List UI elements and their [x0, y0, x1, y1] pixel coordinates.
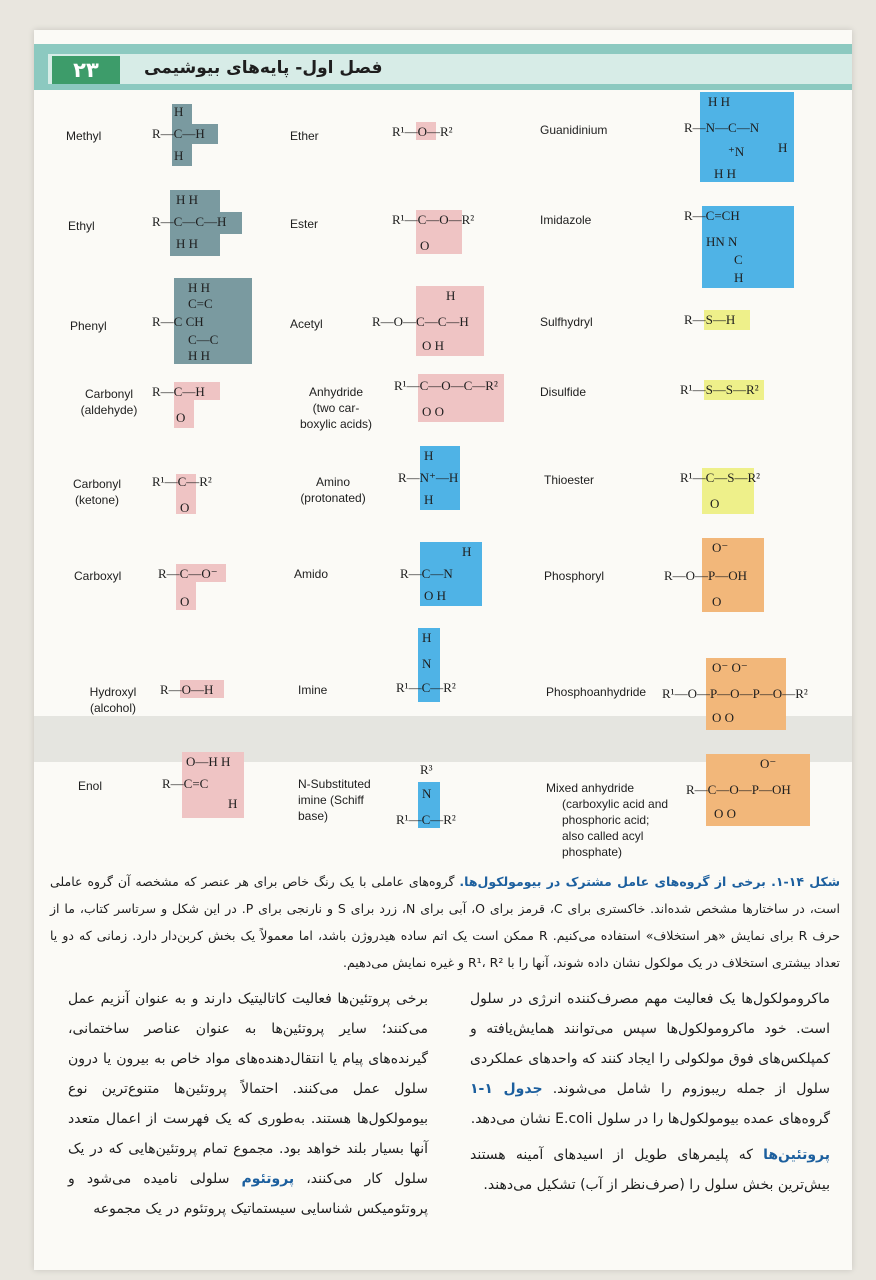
label-aldehyde-sub: (aldehyde) [80, 403, 138, 417]
label-ethyl: Ethyl [68, 219, 95, 233]
ester-bot: O [420, 238, 430, 253]
label-sulfhydryl: Sulfhydryl [540, 315, 593, 329]
amino-bot: H [424, 492, 434, 507]
label-phosphoryl: Phosphoryl [544, 569, 605, 583]
label-mixed-sub4: phosphate) [562, 845, 623, 859]
aldehyde-bot: O [176, 410, 186, 425]
guanidinium-bot: H H [714, 166, 737, 181]
label-hydroxyl-name: Hydroxyl [89, 685, 137, 699]
label-thioester: Thioester [544, 473, 595, 487]
label-guanidinium: Guanidinium [540, 123, 608, 137]
table-link[interactable]: جدول ۱-۱ [470, 1081, 543, 1097]
aldehyde-mid: R—C—H [152, 384, 205, 399]
acetyl-mid: R—O—C—C—H [372, 314, 469, 329]
imine-n: N [422, 656, 432, 671]
label-mixed-sub2: phosphoric acid; [562, 813, 650, 827]
phosphoanhydride-top: O⁻ O⁻ [712, 660, 748, 675]
label-ether: Ether [290, 129, 319, 143]
sulfhydryl-mid: R—S—H [684, 312, 736, 327]
label-amido: Amido [294, 567, 329, 581]
term-proteins: پروتئین‌ها [763, 1147, 831, 1163]
acetyl-bot: O H [422, 338, 445, 353]
ester-mid: R¹—C—O—R² [392, 212, 475, 227]
label-imidazole: Imidazole [540, 213, 592, 227]
label-hydroxyl [70, 684, 156, 716]
label-amino-name: Amino [315, 475, 350, 489]
term-proteome: پروتئوم [241, 1171, 295, 1187]
guanidinium-mid: R—N—C—N [684, 120, 760, 135]
phosphoryl-top: O⁻ [712, 540, 729, 555]
ketone-mid: R¹—C—R² [152, 474, 212, 489]
label-anhydride [286, 384, 386, 432]
chapter-title: فصل اول- پایه‌های بیوشیمی [144, 58, 383, 78]
methyl-top: H [174, 104, 184, 119]
label-schiff-sub2: base) [298, 809, 329, 823]
carboxyl-mid: R—C—O⁻ [158, 566, 218, 581]
phenyl-mid: R—C CH [152, 314, 204, 329]
body-right-column [470, 984, 830, 1200]
label-aldehyde [64, 386, 154, 418]
right-para2-text: که پلیمرهای طویل از اسیدهای آمینه هستند بیش‌ترین بخش سلول را (صرف‌نظر از آب) تشکیل می‌دهند. [470, 1147, 830, 1193]
label-imine: Imine [298, 683, 328, 697]
schiff-top: R³ [420, 762, 433, 777]
right-para1: ماکرومولکول‌ها یک فعالیت مهم مصرف‌کننده انرژی در سلول است. خود ماکرومولکول‌ها سپس می‌توانند همایش‌یافته و کمپلکس‌های فوق مولکولی را ایجاد کنند که واحدهای عملکردی سلول از جمله ریبوزوم را شامل می‌شوند. [470, 991, 831, 1097]
right-para2 [470, 1140, 830, 1200]
imidazole-mid: HN N [706, 234, 738, 249]
imine-top: H [422, 630, 432, 645]
guanidinium-n: ⁺N [728, 144, 745, 159]
acetyl-top: H [446, 288, 456, 303]
phosphoryl-mid: R—O—P—OH [664, 568, 748, 583]
amido-top: H [462, 544, 472, 559]
label-phenyl: Phenyl [70, 319, 107, 333]
ethyl-bot: H H [176, 236, 199, 251]
ketone-bot: O [180, 500, 190, 515]
label-methyl: Methyl [66, 129, 102, 143]
left-para1: برخی پروتئین‌ها فعالیت کاتالیتیک دارند و به عنوان آنزیم عمل می‌کنند؛ سایر پروتئین‌ها به عنوان عناصر ساختمانی، گیرنده‌های پیام یا انتقال‌دهنده‌های مواد خاص به بیرون یا درون سلول عمل می‌کنند. احتمالاً پروتئین‌ها متنوع‌ترین نوع بیومولکول‌ها هستند. به‌طوری که یک فهرست از اعمال متعدد آنها بسیار بلند خواهد بود. مجموع تمام پروتئین‌هایی که در یک سلول کار می‌کنند، [68, 991, 429, 1187]
label-schiff [298, 776, 388, 824]
label-anhydride-sub2: boxylic acids) [299, 417, 373, 431]
phenyl-bot: H H [188, 348, 211, 363]
label-carboxyl: Carboxyl [74, 569, 122, 583]
mixed-mid: R—C—O—P—OH [686, 782, 791, 797]
thioester-bot: O [710, 496, 720, 511]
phenyl-top: H H [188, 280, 211, 295]
label-hydroxyl-sub: (alcohol) [89, 701, 137, 715]
label-acetyl: Acetyl [290, 317, 323, 331]
enol-top: O—H H [186, 754, 231, 769]
book-page [34, 30, 852, 1270]
body-left-column [68, 984, 428, 1224]
enol-bot: H [228, 796, 238, 811]
phosphoanhydride-bot: O O [712, 710, 735, 725]
ethyl-mid: R—C—C—H [152, 214, 227, 229]
imidazole-top: R—C=CH [684, 208, 740, 223]
imidazole-c: C [734, 252, 743, 267]
label-amino [290, 474, 376, 506]
ethyl-top: H H [176, 192, 199, 207]
imine-mid: R¹—C—R² [396, 680, 456, 695]
label-ketone [64, 476, 130, 508]
label-ketone-sub: (ketone) [74, 493, 120, 507]
label-mixed-sub: (carboxylic acid and [562, 797, 669, 811]
carboxyl-bot: O [180, 594, 190, 609]
label-ketone-name: Carbonyl [72, 477, 122, 491]
label-anhydride-name: Anhydride [308, 385, 364, 399]
figure-caption [50, 868, 840, 976]
label-anhydride-sub: (two car- [312, 401, 360, 415]
imidazole-bot: H [734, 270, 744, 285]
label-amino-sub: (protonated) [300, 491, 366, 505]
disulfide-mid: R¹—S—S—R² [680, 382, 759, 397]
label-mixed-name: Mixed anhydride [546, 781, 635, 795]
guanidinium-top: H H [708, 94, 731, 109]
amido-mid: R—C—N [400, 566, 453, 581]
guanidinium-h2: H [778, 140, 788, 155]
label-enol: Enol [78, 779, 103, 793]
caption-label: شکل ۱۴-۱. برخی از گروه‌های عامل مشترک در بیومولکول‌ها. [459, 874, 841, 889]
hydroxyl-mid: R—O—H [160, 682, 214, 697]
amino-mid: R—N⁺—H [398, 470, 459, 485]
phenyl-r2: C=C [188, 296, 213, 311]
mixed-bot: O O [714, 806, 737, 821]
enol-mid: R—C=C [162, 776, 209, 791]
amido-bot: O H [424, 588, 447, 603]
anhydride-bot: O O [422, 404, 445, 419]
schiff-n: N [422, 786, 432, 801]
ether-mid: R¹—O—R² [392, 124, 453, 139]
phosphoryl-bot: O [712, 594, 722, 609]
label-aldehyde-name: Carbonyl [84, 387, 134, 401]
label-mixed-anhydride [546, 780, 686, 860]
amino-top: H [424, 448, 434, 463]
methyl-bot: H [174, 148, 184, 163]
label-ester: Ester [290, 217, 319, 231]
label-mixed-sub3: also called acyl [562, 829, 644, 843]
label-phosphoanhydride: Phosphoanhydride [546, 685, 647, 699]
label-schiff-name: N-Substituted [298, 777, 371, 791]
page-number: ۲۳ [52, 56, 120, 84]
thioester-mid: R¹—C—S—R² [680, 470, 761, 485]
anhydride-mid: R¹—C—O—C—R² [394, 378, 498, 393]
right-para1-end: گروه‌های عمده بیومولکول‌ها را در سلول E.coli نشان می‌دهد. [470, 1111, 830, 1127]
phenyl-r4: C—C [188, 332, 219, 347]
label-disulfide: Disulfide [540, 385, 587, 399]
phosphoanhydride-mid: R¹—O—P—O—P—O—R² [662, 686, 808, 701]
caption-text: گروه‌های عاملی با یک رنگ خاص برای هر عنصر که مشخصه آن گروه عاملی است، در ساختارها مشخص شده‌اند. خاکستری برای C، قرمز برای O، آبی برای N، زرد برای S و نارنجی برای P. در این شکل و سرتاسر کتاب، ما از حرف R برای نمایش «هر استخلاف» استفاده می‌کنیم. R ممکن است یک اتم ساده هیدروژن باشد، اما معمولاً یک بخش کربن‌دار دارد. زمانی که دو یا تعداد بیشتری استخلاف در یک مولکول نشان داده شوند، آنها را با R¹، R² و غیره نمایش می‌دهیم. [50, 874, 840, 970]
schiff-mid: R¹—C—R² [396, 812, 456, 827]
label-schiff-sub: imine (Schiff [298, 793, 364, 807]
methyl-mid: R—C—H [152, 126, 205, 141]
mixed-top: O⁻ [760, 756, 777, 771]
left-para2: سلولی نامیده می‌شود و پروتئومیکس شناسایی سیستماتیک پروتئوم در یک مجموعه [68, 1171, 428, 1217]
